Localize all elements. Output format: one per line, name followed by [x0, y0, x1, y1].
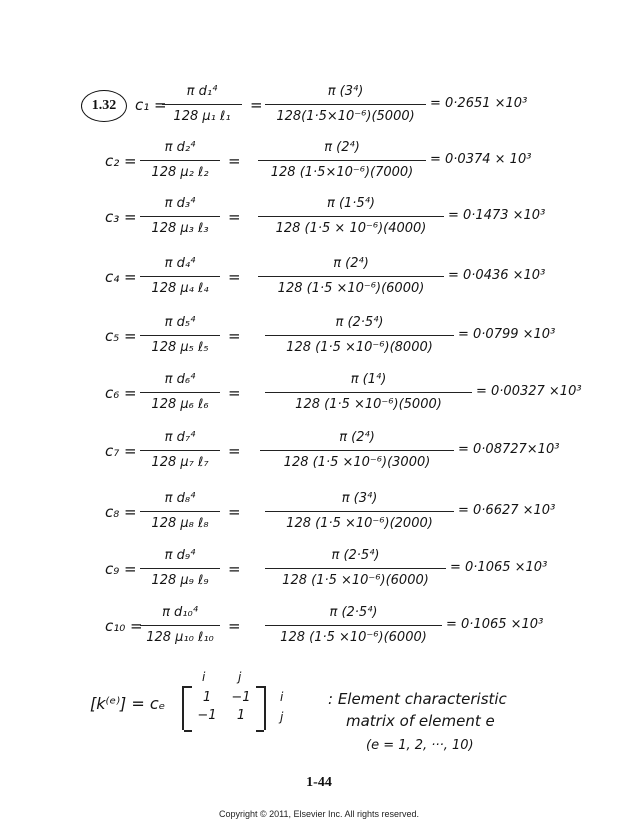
numeric-numerator: π (2⁴)	[339, 430, 375, 445]
equals-sign: =	[228, 208, 241, 226]
numeric-numerator: π (2·5⁴)	[331, 548, 380, 563]
matrix-cell-22: 1	[236, 708, 246, 723]
numeric-denominator: 128 (1·5 ×10⁻⁶)(2000)	[286, 516, 433, 531]
symbolic-fraction	[140, 254, 220, 299]
symbolic-numerator: π d₂⁴	[164, 140, 196, 155]
numeric-numerator: π (2·5⁴)	[329, 605, 378, 620]
matrix-col-j: j	[238, 670, 242, 684]
equals-sign: =	[228, 152, 241, 170]
element-matrix-block	[90, 670, 610, 758]
symbolic-denominator: 128 μ₁ ℓ₁	[173, 109, 231, 124]
numeric-numerator: π (3⁴)	[327, 84, 364, 99]
fraction-bar	[265, 335, 454, 336]
numeric-fraction	[265, 489, 454, 534]
equation-result: = 0·2651 ×10³	[430, 96, 528, 111]
numeric-fraction	[265, 313, 454, 358]
equals-sign: =	[228, 384, 241, 402]
matrix-cell-12: −1	[231, 690, 251, 705]
numeric-numerator: π (1·5⁴)	[327, 196, 375, 211]
fraction-bar	[140, 625, 220, 626]
symbolic-fraction	[140, 428, 220, 473]
equation-result: = 0·0436 ×10³	[448, 268, 546, 283]
numeric-denominator: 128(1·5×10⁻⁶)(5000)	[276, 109, 415, 124]
equation-row	[0, 82, 638, 142]
matrix-cell-21: −1	[197, 708, 217, 723]
matrix-col-i: i	[202, 670, 206, 684]
symbolic-denominator: 128 μ₈ ℓ₈	[151, 516, 209, 531]
fraction-bar	[260, 450, 454, 451]
symbolic-denominator: 128 μ₆ ℓ₆	[151, 397, 209, 412]
symbolic-numerator: π d₁⁴	[186, 84, 218, 99]
equation-lhs: c₁ =	[135, 96, 167, 114]
matrix-description	[328, 688, 507, 732]
equals-sign: =	[228, 617, 241, 635]
equation-row	[0, 370, 638, 430]
numeric-fraction	[258, 138, 426, 183]
equals-sign: =	[228, 442, 241, 460]
fraction-bar	[140, 160, 220, 161]
symbolic-numerator: π d₉⁴	[164, 548, 196, 563]
matrix-row-j: j	[280, 710, 284, 724]
equals-sign: =	[250, 96, 263, 114]
symbolic-fraction	[140, 138, 220, 183]
equals-sign: =	[228, 503, 241, 521]
element-range: (e = 1, 2, ···, 10)	[366, 738, 474, 753]
fraction-bar	[140, 392, 220, 393]
numeric-denominator: 128 (1·5 ×10⁻⁶)(6000)	[282, 573, 429, 588]
fraction-bar	[140, 511, 220, 512]
symbolic-numerator: π d₁₀⁴	[162, 605, 198, 620]
symbolic-numerator: π d₈⁴	[164, 491, 196, 506]
fraction-bar	[265, 511, 454, 512]
problem-number: 1.32	[81, 90, 127, 122]
numeric-numerator: π (2⁴)	[324, 140, 360, 155]
fraction-bar	[265, 625, 442, 626]
equation-result: = 0·0799 ×10³	[458, 327, 556, 342]
fraction-bar	[140, 450, 220, 451]
equals-sign: =	[228, 327, 241, 345]
numeric-denominator: 128 (1·5 × 10⁻⁶)(4000)	[275, 221, 427, 236]
page-number: 1-44	[306, 775, 332, 790]
equals-sign: =	[228, 560, 241, 578]
fraction-bar	[265, 104, 426, 105]
fraction-bar	[258, 216, 444, 217]
equation-result: = 0·0374 × 10³	[430, 152, 532, 167]
equation-row	[0, 254, 638, 314]
matrix-row-i: i	[280, 690, 284, 704]
symbolic-fraction	[162, 82, 242, 127]
equation-result: = 0·1065 ×10³	[446, 617, 544, 632]
equation-result: = 0·00327 ×10³	[476, 384, 582, 399]
equation-lhs: c₃ =	[105, 208, 137, 226]
numeric-denominator: 128 (1·5 ×10⁻⁶)(8000)	[286, 340, 433, 355]
symbolic-fraction	[140, 546, 220, 591]
equation-row	[0, 428, 638, 488]
fraction-bar	[140, 568, 220, 569]
fraction-bar	[265, 568, 446, 569]
matrix-cell-11: 1	[202, 690, 212, 705]
matrix-lhs: [k⁽ᵉ⁾] = cₑ	[90, 694, 166, 713]
equation-row	[0, 603, 638, 663]
equals-sign: =	[228, 268, 241, 286]
fraction-bar	[258, 276, 444, 277]
numeric-numerator: π (2·5⁴)	[335, 315, 384, 330]
symbolic-fraction	[140, 370, 220, 415]
numeric-denominator: 128 (1·5 ×10⁻⁶)(3000)	[283, 455, 431, 470]
symbolic-numerator: π d₄⁴	[164, 256, 196, 271]
numeric-fraction	[258, 254, 444, 299]
symbolic-denominator: 128 μ₉ ℓ₉	[151, 573, 209, 588]
numeric-fraction	[265, 82, 426, 127]
equation-lhs: c₉ =	[105, 560, 137, 578]
symbolic-denominator: 128 μ₂ ℓ₂	[151, 165, 209, 180]
equation-row	[0, 489, 638, 549]
symbolic-fraction	[140, 313, 220, 358]
numeric-numerator: π (1⁴)	[350, 372, 387, 387]
numeric-fraction	[265, 546, 446, 591]
symbolic-numerator: π d₇⁴	[164, 430, 196, 445]
numeric-fraction	[265, 370, 472, 415]
symbolic-fraction	[140, 194, 220, 239]
numeric-numerator: π (3⁴)	[341, 491, 378, 506]
numeric-fraction	[260, 428, 454, 473]
matrix-description-line2: matrix of element e	[346, 712, 495, 730]
fraction-bar	[265, 392, 472, 393]
numeric-denominator: 128 (1·5 ×10⁻⁶)(6000)	[277, 281, 425, 296]
equation-row	[0, 546, 638, 606]
copyright-notice: Copyright © 2011, Elsevier Inc. All rights reserved.	[218, 809, 420, 819]
numeric-numerator: π (2⁴)	[333, 256, 369, 271]
fraction-bar	[258, 160, 426, 161]
characteristic-matrix	[182, 686, 266, 730]
numeric-denominator: 128 (1·5×10⁻⁶)(7000)	[270, 165, 414, 180]
equation-lhs: c₄ =	[105, 268, 137, 286]
numeric-denominator: 128 (1·5 ×10⁻⁶)(5000)	[295, 397, 442, 412]
equation-lhs: c₇ =	[105, 442, 137, 460]
equation-lhs: c₆ =	[105, 384, 137, 402]
numeric-fraction	[265, 603, 442, 648]
equation-row	[0, 194, 638, 254]
symbolic-denominator: 128 μ₇ ℓ₇	[151, 455, 209, 470]
fraction-bar	[162, 104, 242, 105]
numeric-fraction	[258, 194, 444, 239]
fraction-bar	[140, 216, 220, 217]
symbolic-numerator: π d₆⁴	[164, 372, 196, 387]
equation-result: = 0·08727×10³	[458, 442, 560, 457]
fraction-bar	[140, 335, 220, 336]
numeric-denominator: 128 (1·5 ×10⁻⁶)(6000)	[280, 630, 427, 645]
symbolic-numerator: π d₅⁴	[164, 315, 196, 330]
fraction-bar	[140, 276, 220, 277]
symbolic-denominator: 128 μ₁₀ ℓ₁₀	[146, 630, 214, 645]
symbolic-denominator: 128 μ₄ ℓ₄	[151, 281, 209, 296]
equation-lhs: c₁₀ =	[105, 617, 143, 635]
equation-row	[0, 138, 638, 198]
symbolic-denominator: 128 μ₅ ℓ₅	[151, 340, 209, 355]
equation-row	[0, 313, 638, 373]
equation-lhs: c₈ =	[105, 503, 137, 521]
equation-lhs: c₂ =	[105, 152, 137, 170]
symbolic-fraction	[140, 603, 220, 648]
equation-result: = 0·1473 ×10³	[448, 208, 546, 223]
symbolic-numerator: π d₃⁴	[164, 196, 196, 211]
equation-lhs: c₅ =	[105, 327, 137, 345]
matrix-description-line1: : Element characteristic	[328, 690, 507, 708]
symbolic-denominator: 128 μ₃ ℓ₃	[151, 221, 209, 236]
equation-result: = 0·1065 ×10³	[450, 560, 548, 575]
equation-result: = 0·6627 ×10³	[458, 503, 556, 518]
symbolic-fraction	[140, 489, 220, 534]
